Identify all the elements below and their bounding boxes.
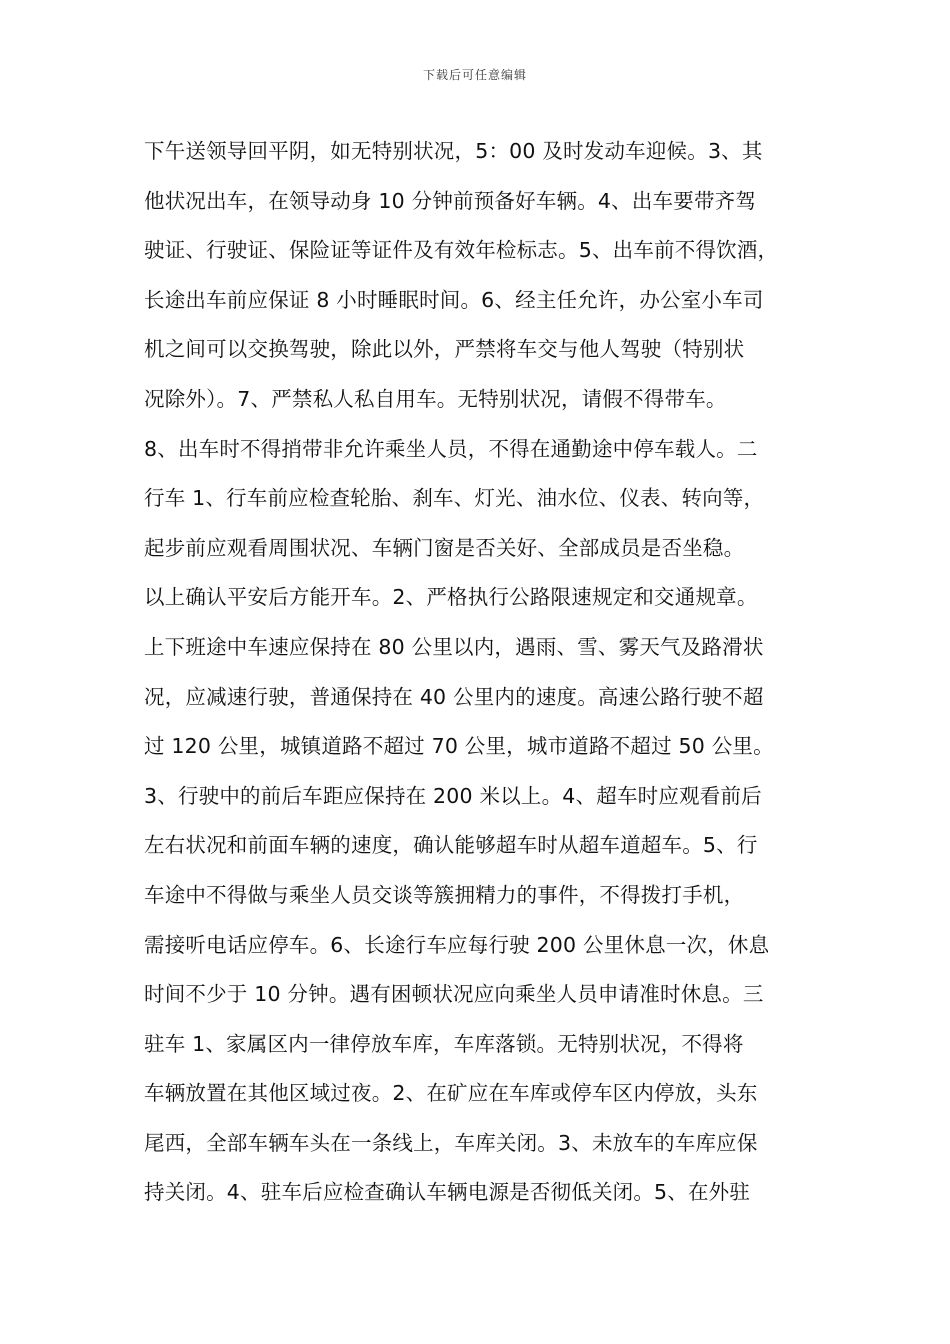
- text-line: 况除外）。7、严禁私人私自用车。无特别状况，请假不得带车。: [144, 386, 727, 411]
- text-line: 左右状况和前面车辆的速度，确认能够超车时从超车道超车。5、行: [144, 833, 758, 858]
- text-line: 机之间可以交换驾驶，除此以外，严禁将车交与他人驾驶（特别状: [144, 337, 745, 362]
- text-line: 以上确认平安后方能开车。2、严格执行公路限速规定和交通规章。: [144, 585, 758, 610]
- text-line: 上下班途中车速应保持在 80 公里以内，遇雨、雪、雾天气及路滑状: [144, 634, 764, 659]
- text-line: 驶证、行驶证、保险证等证件及有效年检标志。5、出车前不得饮酒，: [144, 238, 779, 263]
- text-line: 3、行驶中的前后车距应保持在 200 米以上。4、超车时应观看前后: [144, 783, 762, 808]
- text-line: 下午送领导回平阴，如无特别状况，5：00 及时发动车迎候。3、其: [144, 139, 763, 163]
- text-line: 车辆放置在其他区域过夜。2、在矿应在车库或停车区内停放，头东: [144, 1081, 758, 1106]
- text-line: 长途出车前应保证 8 小时睡眠时间。6、经主任允许，办公室小车司: [144, 287, 764, 312]
- text-line: 车途中不得做与乘坐人员交谈等簇拥精力的事件，不得拨打手机，: [144, 882, 745, 907]
- text-line: 尾西，全部车辆车头在一条线上，车库关闭。3、未放车的车库应保: [144, 1130, 758, 1155]
- text-line: 起步前应观看周围状况、车辆门窗是否关好、全部成员是否坐稳。: [144, 535, 745, 560]
- text-line: 驻车 1、家属区内一律停放车库，车库落锁。无特别状况，不得将: [144, 1031, 744, 1056]
- text-line: 需接听电话应停车。6、长途行车应每行驶 200 公里休息一次，休息: [144, 932, 770, 957]
- text-line: 持关闭。4、驻车后应检查确认车辆电源是否彻低关闭。5、在外驻: [144, 1180, 751, 1205]
- page-header: 下载后可任意编辑: [422, 68, 527, 82]
- text-line: 行车 1、行车前应检查轮胎、刹车、灯光、油水位、仪表、转向等，: [144, 486, 765, 511]
- text-line: 他状况出车，在领导动身 10 分钟前预备好车辆。4、出车要带齐驾: [144, 188, 757, 213]
- text-line: 8、出车时不得捎带非允许乘坐人员，不得在通勤途中停车载人。二: [144, 436, 758, 461]
- text-line: 时间不少于 10 分钟。遇有困顿状况应向乘坐人员申请准时休息。三: [144, 982, 764, 1007]
- body-text: [144, 134, 824, 1225]
- text-line: 况，应减速行驶，普通保持在 40 公里内的速度。高速公路行驶不超: [144, 684, 764, 709]
- text-line: 过 120 公里，城镇道路不超过 70 公里，城市道路不超过 50 公里。: [144, 734, 774, 759]
